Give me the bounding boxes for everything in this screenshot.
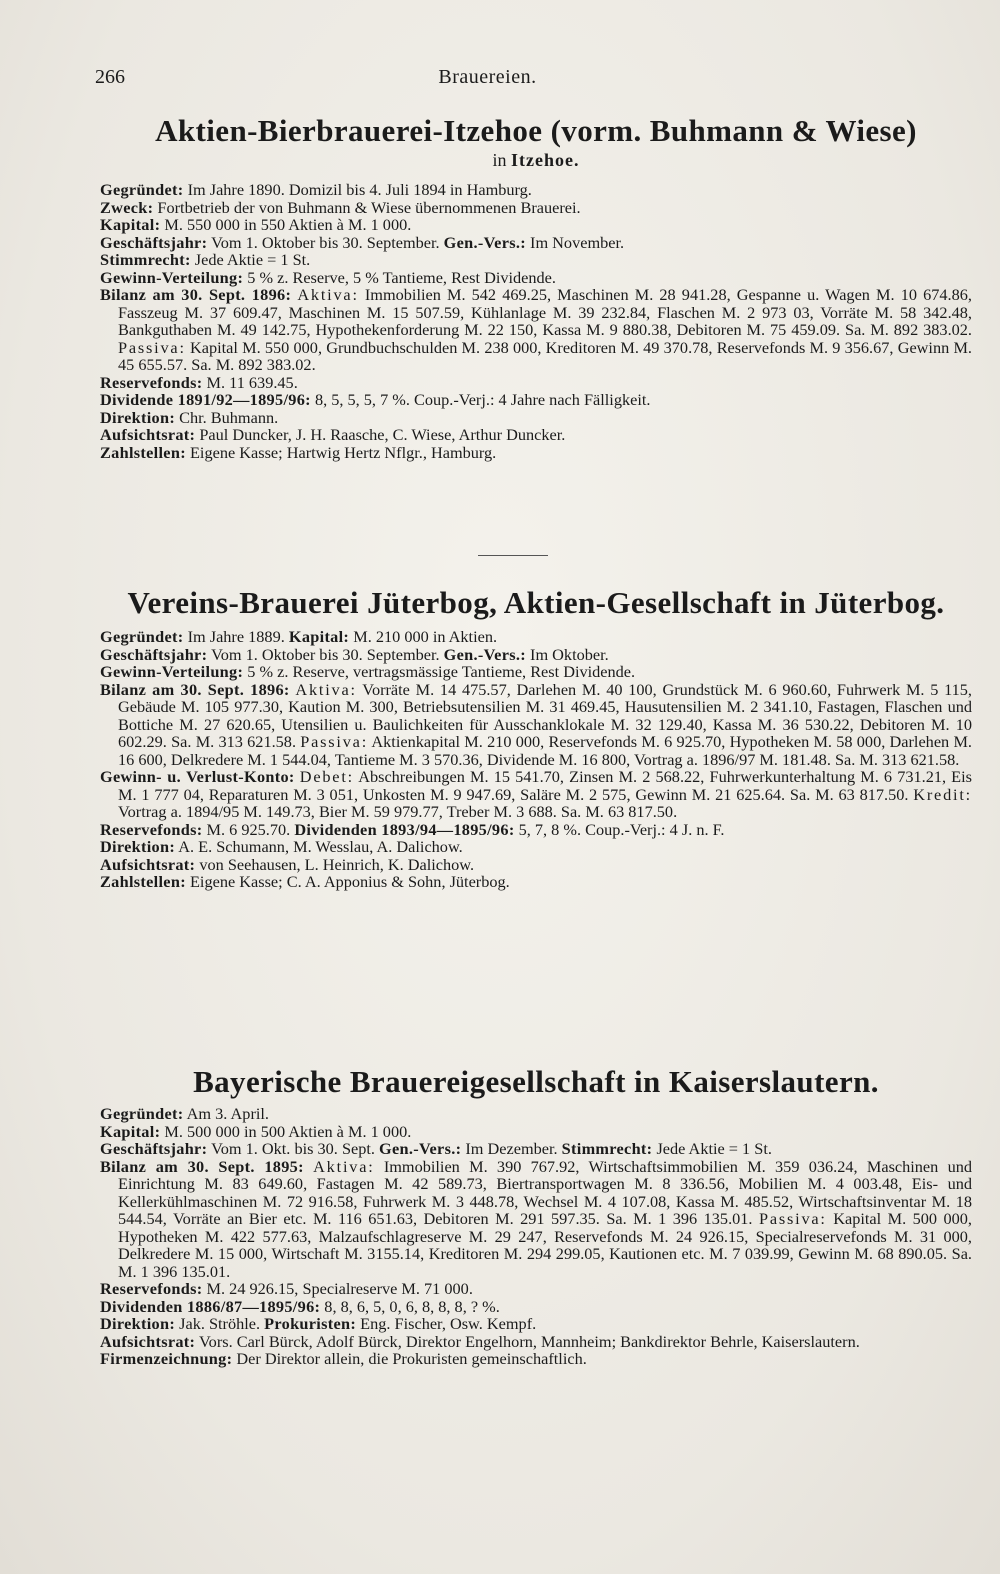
entry-text: Im Dezember. [461,1139,562,1158]
entry-text: Am 3. April. [183,1104,269,1123]
entry-text: Paul Duncker, J. H. Raasche, C. Wiese, Arthur Duncker. [195,425,566,444]
entry-label: Zweck: [100,197,154,217]
entry-text: 5, 7, 8 %. Coup.-Verj.: 4 J. n. F. [514,819,725,839]
entry-text: M. 24 926.15, Specialreserve M. 71 000. [202,1279,473,1298]
entry-text: Immobilien M. 390 767.92, Wirtschaftsimmobilien M. 359 036.24, Maschinen und Einrichtung M. 83 649.60, Fastagen M. 42 589.73, Biertransportwagen M. 8 336.56, Mobilien M. 4 003.48, Eis- und Kellerkühlmaschinen M. 72 916.58, Fuhrwerk M. 3 448.78, Wechsel M. 4 107.08, Kassa M. 485.52, Wirtschaftsinventar M. 18 544.54, Vorräte an Bier etc. M. 116 651.63, Debitoren M. 291 597.35. Sa. M. 1 396 135.01. [118,1156,973,1228]
entry-aufsichtsrat [100,856,972,874]
entry-reservefonds [100,374,972,392]
entry-text: 5 % z. Reserve, vertragsmässige Tantieme, Rest Dividende. [243,662,636,681]
entry-text: Eigene Kasse; C. A. Apponius & Sohn, Jüterbog. [185,872,510,891]
entry-text: Vom 1. Oktober bis 30. September. [207,644,444,664]
entry-text: M. 6 925.70. [202,819,295,839]
passiva-label: Passiva: [300,732,369,751]
entry-gegruendet [100,181,972,199]
entry-label: Dividenden 1893/94—1895/96: [294,819,515,839]
entry-label: Stimmrecht: [100,250,191,269]
entry-label: Aufsichtsrat: [100,1331,196,1351]
entry-zahlstellen [100,873,972,891]
entry-text: 8, 5, 5, 5, 7 %. Coup.-Verj.: 4 Jahre nach Fälligkeit. [310,390,651,409]
entry-aufsichtsrat [100,426,972,444]
entry-zweck [100,199,972,217]
entry-label: Gegründet: [100,180,184,199]
entry-label: Kapital: [100,215,161,234]
entry-text: A. E. Schumann, M. Wesslau, A. Dalichow. [175,837,463,856]
debet-label: Debet: [299,767,354,786]
entry-text: M. 500 000 in 500 Aktien à M. 1 000. [160,1121,412,1141]
entry-label: Kapital: [288,627,350,646]
passiva-label: Passiva: [118,337,186,357]
kredit-label: Kredit: [913,784,972,804]
entry-label: Reservefonds: [100,372,203,392]
entry-label: Gen.-Vers.: [443,232,526,252]
entry-text: von Seehausen, L. Heinrich, K. Dalichow. [195,854,475,874]
aktiva-label: Aktiva: [313,1156,375,1176]
entry-text: M. 550 000 in 550 Aktien à M. 1 000. [160,215,412,234]
entry-label: Direktion: [100,837,176,856]
company-title: Aktien-Bierbrauerei-Itzehoe (vorm. Buhmann & Wiese) [155,113,917,148]
entry-label: Zahlstellen: [100,872,186,891]
entry-label: Bilanz am 30. Sept. 1896: [100,285,292,304]
entry-aufsichtsrat [100,1333,972,1351]
entry-text: Vors. Carl Bürck, Adolf Bürck, Direktor Engelhorn, Mannheim; Bankdirektor Behrle, Kaiserslautern. [195,1331,860,1351]
company-itzehoe [100,113,972,461]
entry-label: Stimmrecht: [561,1139,653,1158]
running-title: Brauereien. [438,66,537,88]
entry-text: M. 210 000 in Aktien. [349,627,498,646]
entry-label: Gewinn-Verteilung: [100,267,244,287]
entry-gewinn-verlust [100,768,972,821]
company-title: Vereins-Brauerei Jüterbog, Aktien-Gesellschaft in Jüterbog. [127,585,945,620]
entry-kapital [100,216,972,234]
entry-text: Vortrag a. 1894/95 M. 149.73, Bier M. 59 979.77, Treber M. 3 688. Sa. M. 63 817.50. [118,802,678,821]
entry-text: Vorräte M. 14 475.57, Darlehen M. 40 100, Grundstück M. 6 960.60, Fuhrwerk M. 5 115, Gebäude M. 105 977.30, Kaution M. 300, Betriebsutensilien M. 31 469.45, Hausutensilien M. 2 341.10, Fastagen, Flaschen und Bottiche M. 27 620.65, Utensilien u. Baulichkeiten für Ausschanklokale M. 32 129.40, Kassa M. 36 530.22, Debitoren M. 10 602.29. Sa. M. 313 621.58. [118,679,972,751]
entry-label: Firmenzeichnung: [100,1349,233,1368]
entry-text: Abschreibungen M. 15 541.70, Zinsen M. 2 568.22, Fuhrwerkunterhaltung M. 6 731.21, Eis M. 1 777 04, Reparaturen M. 3 051, Unkosten M. 9 947.69, Saläre M. 2 575, Gewinn M. 21 625.64. Sa. M. 63 817.50. [118,767,972,804]
entry-label: Direktion: [100,407,176,427]
entry-label: Zahlstellen: [100,442,186,462]
entry-geschaeftsjahr [100,646,972,664]
entry-bilanz [100,681,972,769]
entry-label: Aufsichtsrat: [100,425,196,444]
entry-text: Kapital M. 500 000, Hypotheken M. 422 577.63, Malzaufschlagreserve M. 29 247, Reservefonds M. 24 926.15, Specialreservefonds M. 31 000, Delkredere M. 15 000, Wirtschaft M. 3155.14, Kreditoren M. 294 299.05, Kautionen etc. M. 7 039.99, Gewinn M. 68 890.05. Sa. M. 1 396 135.01. [118,1209,972,1281]
entry-dividenden [100,1298,972,1316]
entry-label: Gegründet: [100,1104,184,1123]
location-prefix: in [492,150,507,170]
aktiva-label: Aktiva: [295,679,357,699]
entry-firmenzeichnung [100,1350,972,1368]
company-kaiserslautern [100,1064,972,1368]
entry-direktion [100,838,972,856]
entry-text: Kapital M. 550 000, Grundbuchschulden M. 238 000, Kreditoren M. 49 370.78, Reservefonds M. 9 356.67, Gewinn M. 45 655.57. Sa. M. 892 383.02. [118,337,972,374]
entry-label: Bilanz am 30. Sept. 1896: [100,679,290,699]
entry-text: Vom 1. Oktober bis 30. September. [207,232,444,252]
entry-label: Geschäftsjahr: [100,644,208,664]
entry-gegruendet [100,628,972,646]
entry-text: M. 11 639.45. [202,372,298,392]
entry-label: Kapital: [100,1121,161,1141]
entry-text: Im November. [525,232,625,252]
entry-text: Im Jahre 1890. Domizil bis 4. Juli 1894 in Hamburg. [183,180,532,199]
entry-text: 8, 8, 6, 5, 0, 6, 8, 8, 8, ? %. [320,1296,500,1316]
entry-reservefonds [100,821,972,839]
entry-text: Vom 1. Okt. bis 30. Sept. [207,1139,380,1158]
entry-kapital [100,1123,972,1141]
passiva-label: Passiva: [758,1209,827,1228]
entry-direktion [100,1315,972,1333]
entry-label: Gewinn-Verteilung: [100,662,244,681]
entry-text: Eng. Fischer, Osw. Kempf. [356,1314,537,1333]
entry-label: Aufsichtsrat: [100,854,196,874]
entry-label: Gen.-Vers.: [379,1139,462,1158]
entry-bilanz [100,286,972,374]
entry-text: Immobilien M. 542 469.25, Maschinen M. 28 941.28, Gespanne u. Wagen M. 10 674.86, Fasszeug M. 37 609.47, Maschinen M. 15 507.59, Kühlanlage M. 39 232.84, Flaschen M. 2 973 03, Vorräte M. 58 342.48, Bankguthaben M. 49 142.75, Hypothekenforderung M. 22 150, Kassa M. 9 880.38, Debitoren M. 75 459.09. Sa. M. 892 383.02. [118,285,972,339]
entry-gegruendet [100,1105,972,1123]
entry-label: Geschäftsjahr: [100,1139,208,1158]
entry-text: Jede Aktie = 1 St. [652,1139,772,1158]
entry-text: Aktienkapital M. 210 000, Reservefonds M. 6 925.70, Hypotheken M. 58 000, Darlehen M. 16 600, Delkredere M. 1 544.04, Tantieme M. 3 570.36, Dividende M. 16 800, Vortrag a. 1896/97 M. 181.48. Sa. M. 313 621.58. [118,732,972,769]
running-header [95,66,970,96]
entry-geschaeftsjahr [100,234,972,252]
entry-label: Gegründet: [100,627,184,646]
entry-zahlstellen [100,444,972,462]
entry-label: Gewinn- u. Verlust-Konto: [100,767,295,786]
entry-geschaeftsjahr [100,1140,972,1158]
entry-label: Dividenden 1886/87—1895/96: [100,1296,321,1316]
section-divider [478,555,548,556]
entry-label: Reservefonds: [100,819,203,839]
entry-text: Eigene Kasse; Hartwig Hertz Nflgr., Hamburg. [185,442,497,462]
entry-label: Gen.-Vers.: [443,644,526,664]
entry-text: Im Oktober. [525,644,609,664]
entry-text: Jede Aktie = 1 St. [190,250,311,269]
company-title: Bayerische Brauereigesellschaft in Kaiserslautern. [193,1064,879,1099]
entry-label: Bilanz am 30. Sept. 1895: [100,1156,304,1176]
entry-text: Chr. Buhmann. [175,407,279,427]
entry-text: Im Jahre 1889. [183,627,289,646]
entry-bilanz [100,1158,972,1281]
entry-gewinn-verteilung [100,663,972,681]
entry-label: Prokuristen: [264,1314,357,1333]
entry-text: Der Direktor allein, die Prokuristen gemeinschaftlich. [232,1349,587,1368]
entry-dividende [100,391,972,409]
page-number: 266 [95,66,125,88]
company-jueterbog [100,585,972,891]
aktiva-label: Aktiva: [297,285,359,304]
location-name: Itzehoe. [511,150,580,170]
entry-label: Reservefonds: [100,1279,203,1298]
entry-reservefonds [100,1280,972,1298]
entry-direktion [100,409,972,427]
entry-text: Fortbetrieb der von Buhmann & Wiese übernommenen Brauerei. [153,197,581,217]
entry-text: 5 % z. Reserve, 5 % Tantieme, Rest Dividende. [243,267,556,287]
entry-label: Dividende 1891/92—1895/96: [100,390,311,409]
entry-text: Jak. Ströhle. [175,1314,265,1333]
entry-label: Direktion: [100,1314,176,1333]
company-location [100,149,972,171]
entry-gewinn-verteilung [100,269,972,287]
entry-stimmrecht [100,251,972,269]
entry-label: Geschäftsjahr: [100,232,208,252]
